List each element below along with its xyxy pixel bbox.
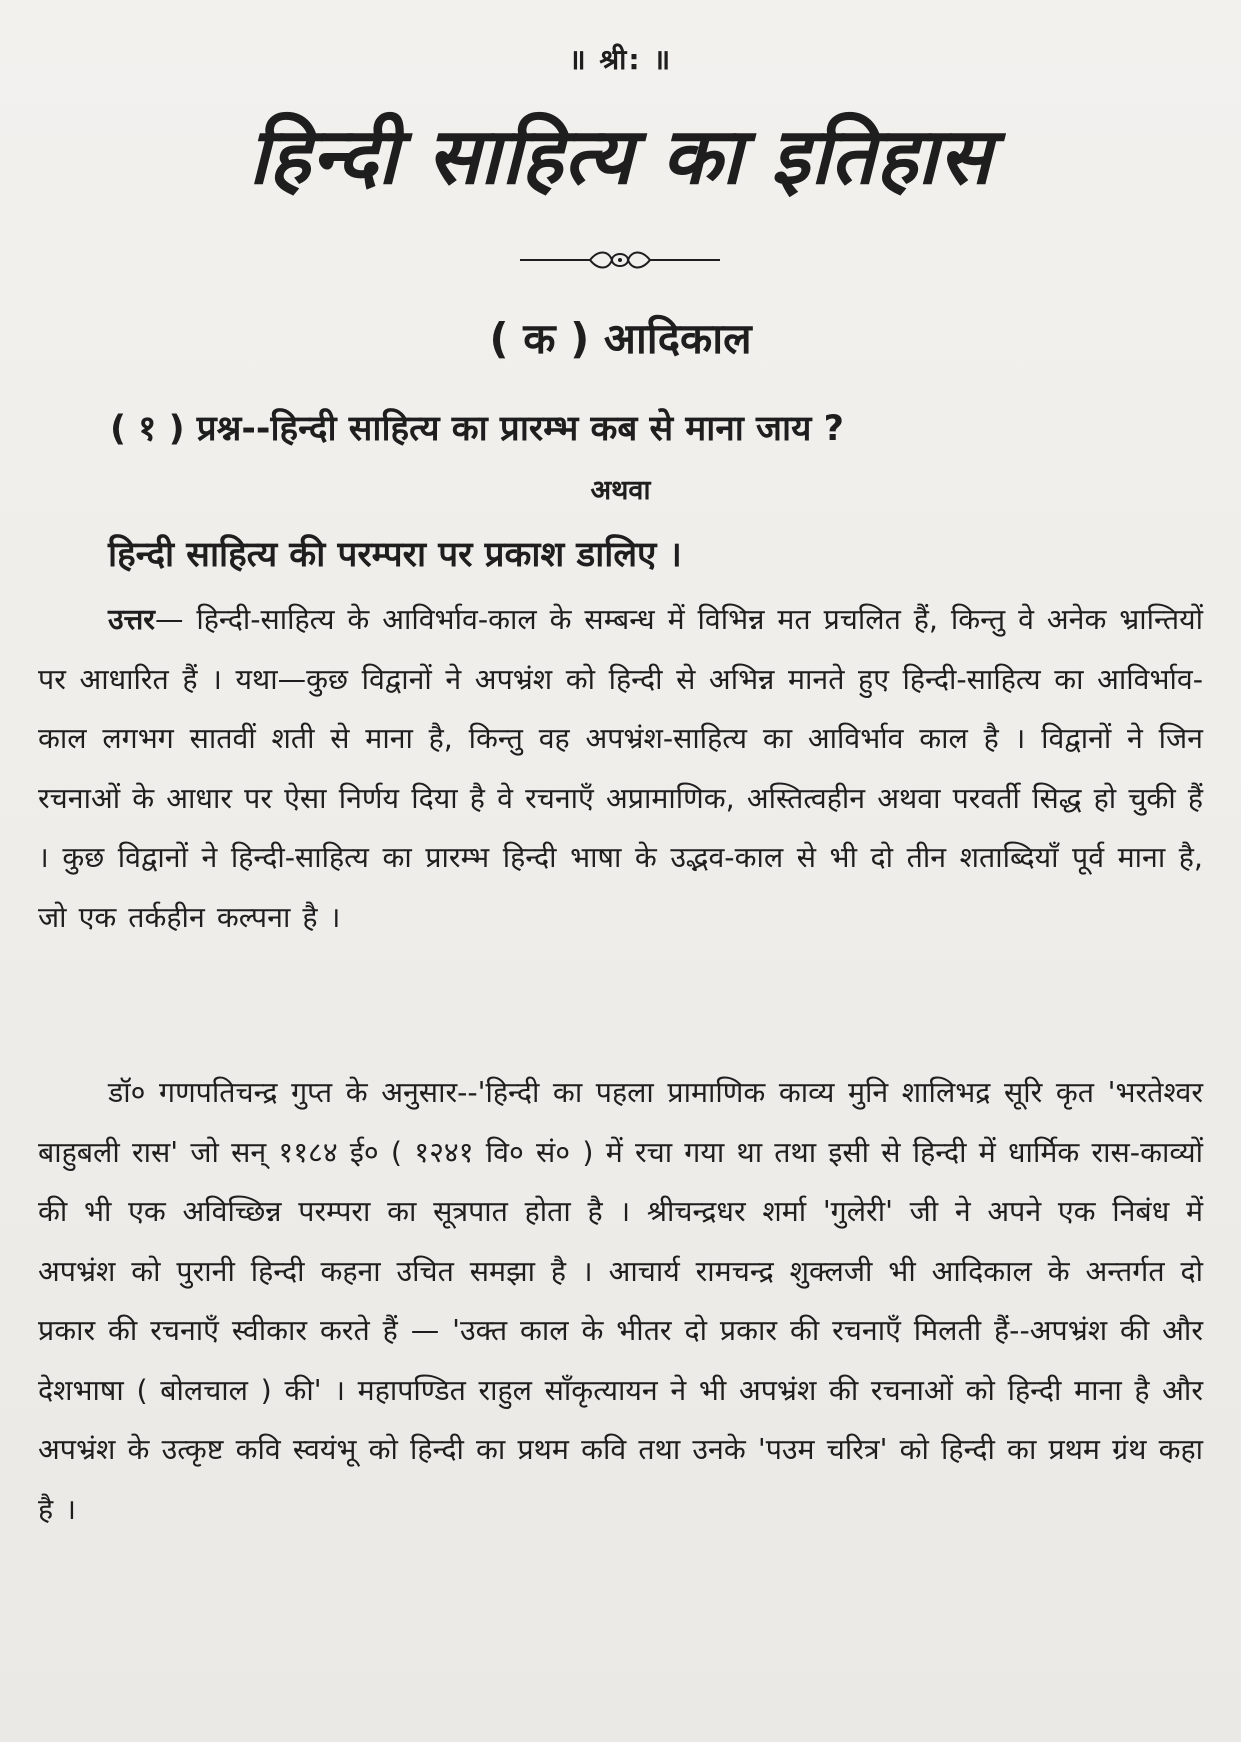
answer-label: उत्तर [108,603,155,636]
answer-paragraph-2: डॉ० गणपतिचन्द्र गुप्त के अनुसार--'हिन्दी का पहला प्रामाणिक काव्य मुनि शालिभद्र सूरि कृत 'भरतेश्वर बाहुबली रास' जो सन् ११८४ ई० ( १२४१ वि० सं० ) में रचा गया था तथा इसी से हिन्दी में धार्मिक रास-काव्यों की भी एक अविच्छिन्न परम्परा का सूत्रपात होता है । श्रीचन्द्रधर शर्मा 'गुलेरी' जी ने अपने एक निबंध में अपभ्रंश को पुरानी हिन्दी कहना उचित समझा है । आचार्य रामचन्द्र शुक्लजी भी आदिकाल के अन्तर्गत दो प्रकार की रचनाएँ स्वीकार करते हैं — 'उक्त काल के भीतर दो प्रकार की रचनाएँ मिलती हैं--अपभ्रंश की और देशभाषा ( बोलचाल ) की' । महापण्डित राहुल साँकृत्यायन ने भी अपभ्रंश की रचनाओं को हिन्दी माना है और अपभ्रंश के उत्कृष्ट कवि स्वयंभू को हिन्दी का प्रथम कवि तथा उनके 'पउम चरित्र' को हिन्दी का प्रथम ग्रंथ कहा है । [38,1076,1203,1526]
section-heading: ( क ) आदिकाल [489,314,752,363]
question-heading: ( १ ) प्रश्न--हिन्दी साहित्य का प्रारम्भ कब से माना जाय ? [110,409,844,449]
book-title: हिन्दी साहित्य का इतिहास [248,112,993,202]
invocation-header: ॥ श्री: ॥ [568,43,673,76]
answer-paragraph-1 [38,590,1203,947]
decorative-divider-ornament [520,245,720,275]
alternate-question: हिन्दी साहित्य की परम्परा पर प्रकाश डालिए । [108,535,682,575]
answer-paragraph-1-text: — हिन्दी-साहित्य के आविर्भाव-काल के सम्बन्ध में विभिन्न मत प्रचलित हैं, किन्तु वे अनेक भ्रान्तियों पर आधारित हैं । यथा—कुछ विद्वानों ने अपभ्रंश को हिन्दी से अभिन्न मानते हुए हिन्दी-साहित्य का आविर्भाव-काल लगभग सातवीं शती से माना है, किन्तु वह अपभ्रंश-साहित्य का आविर्भाव काल है । विद्वानों ने जिन रचनाओं के आधार पर ऐसा निर्णय दिया है वे रचनाएँ अप्रामाणिक, अस्तित्वहीन अथवा परवर्ती सिद्ध हो चुकी हैं । कुछ विद्वानों ने हिन्दी-साहित्य का प्रारम्भ हिन्दी भाषा के उद्भव-काल से भी दो तीन शताब्दियाँ पूर्व माना है, जो एक तर्कहीन कल्पना है । [38,603,1203,934]
or-label: अथवा [590,475,651,506]
